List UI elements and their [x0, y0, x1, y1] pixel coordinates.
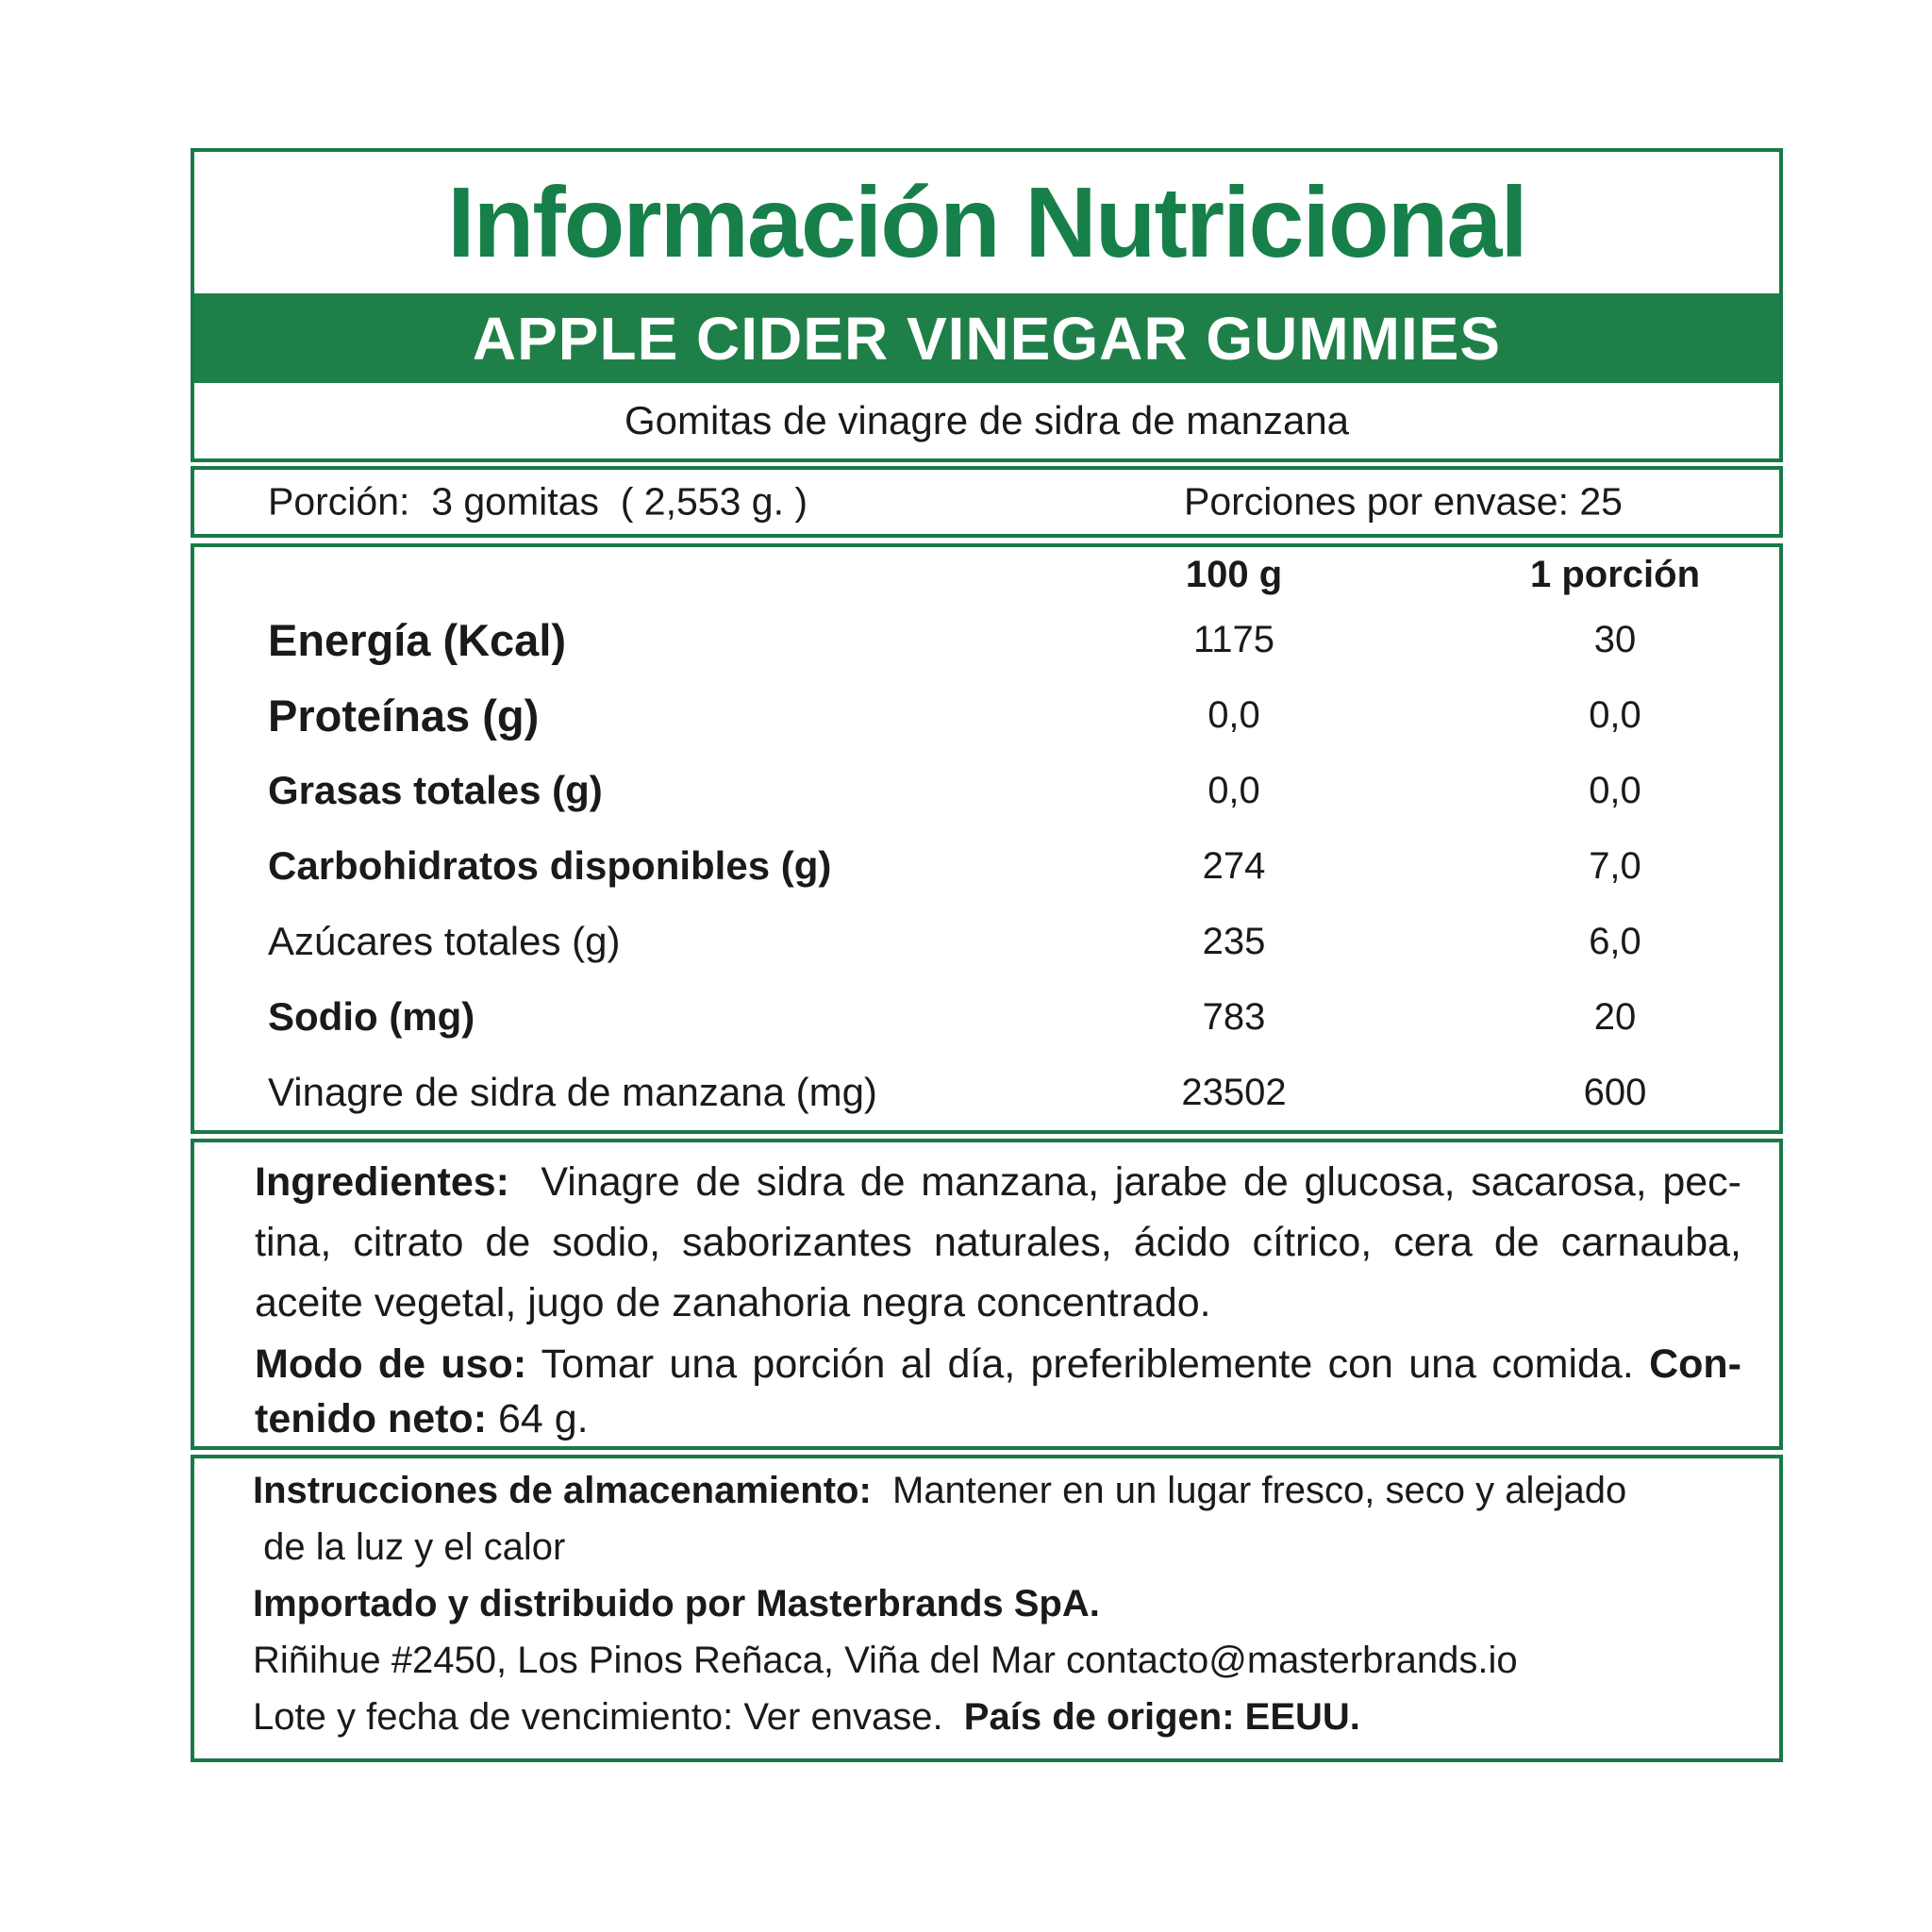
nutrition-label	[191, 148, 1783, 1762]
storage-line: de la luz y el calor	[253, 1526, 566, 1568]
storage-line: Instrucciones de almacenamiento: Mantener en un lugar fresco, seco y alejado	[253, 1470, 1627, 1511]
column-header-portion: 1 porción	[1529, 553, 1701, 595]
column-header-100g: 100 g	[1185, 553, 1283, 595]
table-row	[268, 1055, 1779, 1130]
value-per-portion: 0,0	[1589, 693, 1641, 736]
nutrient-label: Vinagre de sidra de manzana (mg)	[268, 1070, 877, 1114]
value-per-portion: 600	[1583, 1071, 1647, 1113]
nutrient-label: Sodio (mg)	[268, 994, 475, 1039]
usage-line: tenido neto: 64 g.	[255, 1396, 589, 1441]
value-per-100g: 783	[1202, 995, 1266, 1038]
storage-line: Lote y fecha de vencimiento: Ver envase. País de origen: EEUU.	[253, 1696, 1360, 1738]
table-row	[268, 602, 1779, 677]
value-per-portion: 7,0	[1589, 844, 1641, 887]
nutrient-label: Energía (Kcal)	[268, 614, 567, 665]
ingredients-line: tina, citrato de sodio, saborizantes naturales, ácido cítrico, cera de carnauba,	[255, 1220, 1741, 1265]
table-header-row	[268, 547, 1779, 602]
table-row	[268, 979, 1779, 1055]
portion-size: Porción: 3 gomitas ( 2,553 g. )	[268, 479, 808, 524]
product-name-band	[194, 293, 1779, 383]
value-per-portion: 6,0	[1589, 920, 1641, 962]
value-per-100g: 23502	[1181, 1071, 1287, 1113]
nutrient-label: Proteínas (g)	[268, 690, 540, 741]
ingredients-line: Ingredientes: Vinagre de sidra de manzana, jarabe de glucosa, sacarosa, pec-	[255, 1159, 1741, 1205]
title-row	[194, 152, 1779, 293]
product-name-es: Gomitas de vinagre de sidra de manzana	[624, 398, 1350, 442]
value-per-portion: 20	[1593, 995, 1637, 1038]
storage-line: Importado y distribuido por Masterbrands SpA.	[253, 1583, 1100, 1624]
subtitle-row	[194, 383, 1779, 458]
value-per-100g: 274	[1202, 844, 1266, 887]
page-title: Información Nutricional	[447, 166, 1526, 278]
storage-section	[191, 1455, 1783, 1762]
table-row	[268, 753, 1779, 828]
storage-line: Riñihue #2450, Los Pinos Reñaca, Viña del Mar contacto@masterbrands.io	[253, 1640, 1518, 1681]
value-per-portion: 30	[1593, 618, 1637, 660]
storage-paragraph	[253, 1462, 1751, 1745]
table-row	[268, 828, 1779, 904]
value-per-portion: 0,0	[1589, 769, 1641, 811]
ingredients-line: aceite vegetal, jugo de zanahoria negra concentrado.	[255, 1280, 1211, 1325]
value-per-100g: 235	[1202, 920, 1266, 962]
table-row	[268, 677, 1779, 753]
usage-paragraph	[255, 1337, 1741, 1446]
table-row	[268, 904, 1779, 979]
ingredients-paragraph	[255, 1152, 1741, 1333]
servings-per-container: Porciones por envase: 25	[1184, 479, 1623, 524]
value-per-100g: 0,0	[1208, 769, 1260, 811]
nutrient-label: Grasas totales (g)	[268, 768, 603, 812]
nutrient-label: Azúcares totales (g)	[268, 919, 621, 963]
nutrition-table-rows	[268, 602, 1779, 1130]
nutrition-table-section	[191, 543, 1783, 1134]
ingredients-section	[191, 1139, 1783, 1450]
usage-line: Modo de uso: Tomar una porción al día, preferiblemente con una comida. Con-	[255, 1341, 1741, 1387]
value-per-100g: 1175	[1192, 618, 1274, 660]
product-name-en: APPLE CIDER VINEGAR GUMMIES	[472, 304, 1502, 373]
value-per-100g: 0,0	[1208, 693, 1260, 736]
nutrient-label: Carbohidratos disponibles (g)	[268, 843, 832, 888]
portion-section	[191, 466, 1783, 538]
header-section	[191, 148, 1783, 462]
